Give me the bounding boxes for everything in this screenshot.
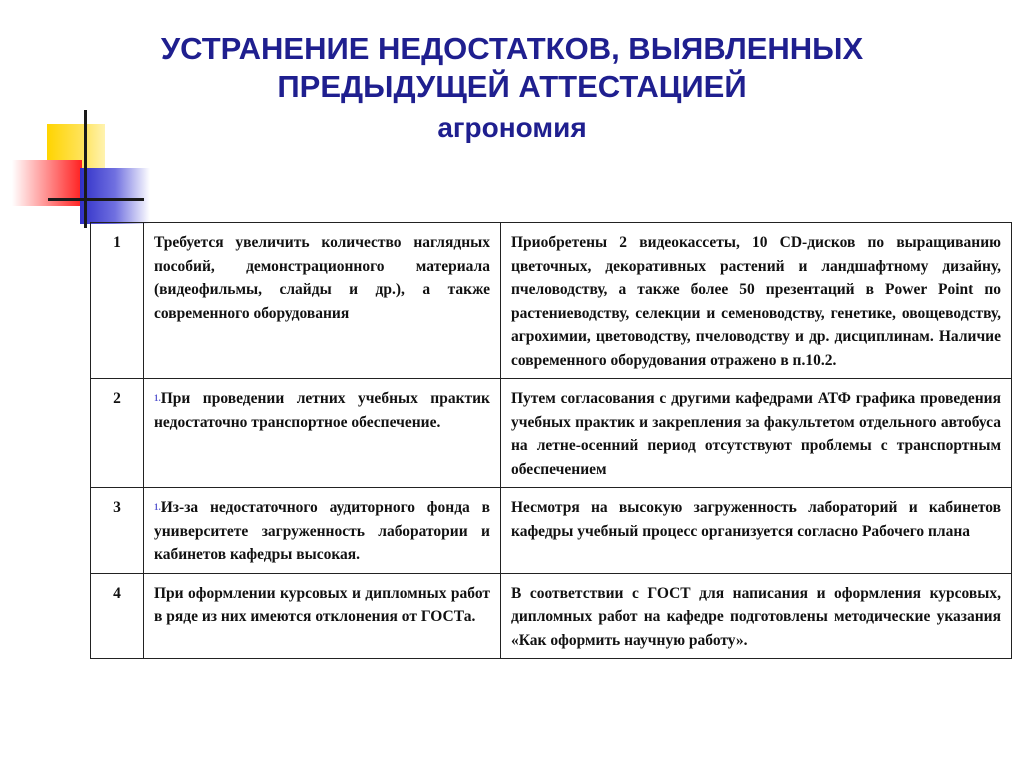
deficiency-table bbox=[90, 222, 1012, 659]
decor-blue-square bbox=[80, 168, 150, 224]
table-row bbox=[91, 488, 1012, 574]
decor-vertical-line bbox=[84, 110, 87, 228]
list-marker: 1. bbox=[154, 393, 161, 403]
issue-text: При оформлении курсовых и дипломных работ в ряде из них имеются отклонения от ГОСТа. bbox=[154, 584, 490, 625]
table-row bbox=[91, 573, 1012, 659]
issue-cell bbox=[144, 379, 501, 488]
issue-cell bbox=[144, 223, 501, 379]
table-row bbox=[91, 223, 1012, 379]
title-subtitle: агрономия bbox=[437, 112, 587, 143]
decor-horizontal-line bbox=[48, 198, 144, 201]
row-number: 4 bbox=[91, 573, 144, 659]
issue-text: Требуется увеличить количество наглядных пособий, демонстрационного материала (видеофильмы, слайды и др.), а также современного оборудования bbox=[154, 234, 490, 322]
row-number: 2 bbox=[91, 379, 144, 488]
issue-cell bbox=[144, 573, 501, 659]
solution-cell: Путем согласования с другими кафедрами АТФ графика проведения учебных практик и закрепления за факультетом отдельного автобуса на летне-осенний период отсутствуют проблемы с транспортным обеспечением bbox=[501, 379, 1012, 488]
title-line-1: УСТРАНЕНИЕ НЕДОСТАТКОВ, ВЫЯВЛЕННЫХ bbox=[160, 31, 864, 66]
list-marker: 1. bbox=[154, 502, 161, 512]
row-number: 1 bbox=[91, 223, 144, 379]
issue-text: При проведении летних учебных практик недостаточно транспортное обеспечение. bbox=[154, 390, 490, 431]
solution-cell: Несмотря на высокую загруженность лабораторий и кабинетов кафедры учебный процесс организуется согласно Рабочего плана bbox=[501, 488, 1012, 574]
solution-cell: В соответствии с ГОСТ для написания и оформления курсовых, дипломных работ на кафедре подготовлены методические указания «Как оформить научную работу». bbox=[501, 573, 1012, 659]
slide-title bbox=[0, 30, 1024, 150]
row-number: 3 bbox=[91, 488, 144, 574]
table-row bbox=[91, 379, 1012, 488]
issue-text: Из-за недостаточного аудиторного фонда в университете загруженность лаборатории и кабинетов кафедры высокая. bbox=[154, 499, 490, 563]
solution-cell: Приобретены 2 видеокассеты, 10 CD-дисков по выращиванию цветочных, декоративных растений и ландшафтному дизайну, пчеловодству, а также более 50 презентаций в Power Point по растениеводству, селекции и семеноводству, генетике, овощеводству, агрохимии, цветоводству, пчеловодству и др. дисциплинам. Наличие современного оборудования отражено в п.10.2. bbox=[501, 223, 1012, 379]
title-line-2: ПРЕДЫДУЩЕЙ АТТЕСТАЦИЕЙ bbox=[277, 69, 747, 104]
issue-cell bbox=[144, 488, 501, 574]
